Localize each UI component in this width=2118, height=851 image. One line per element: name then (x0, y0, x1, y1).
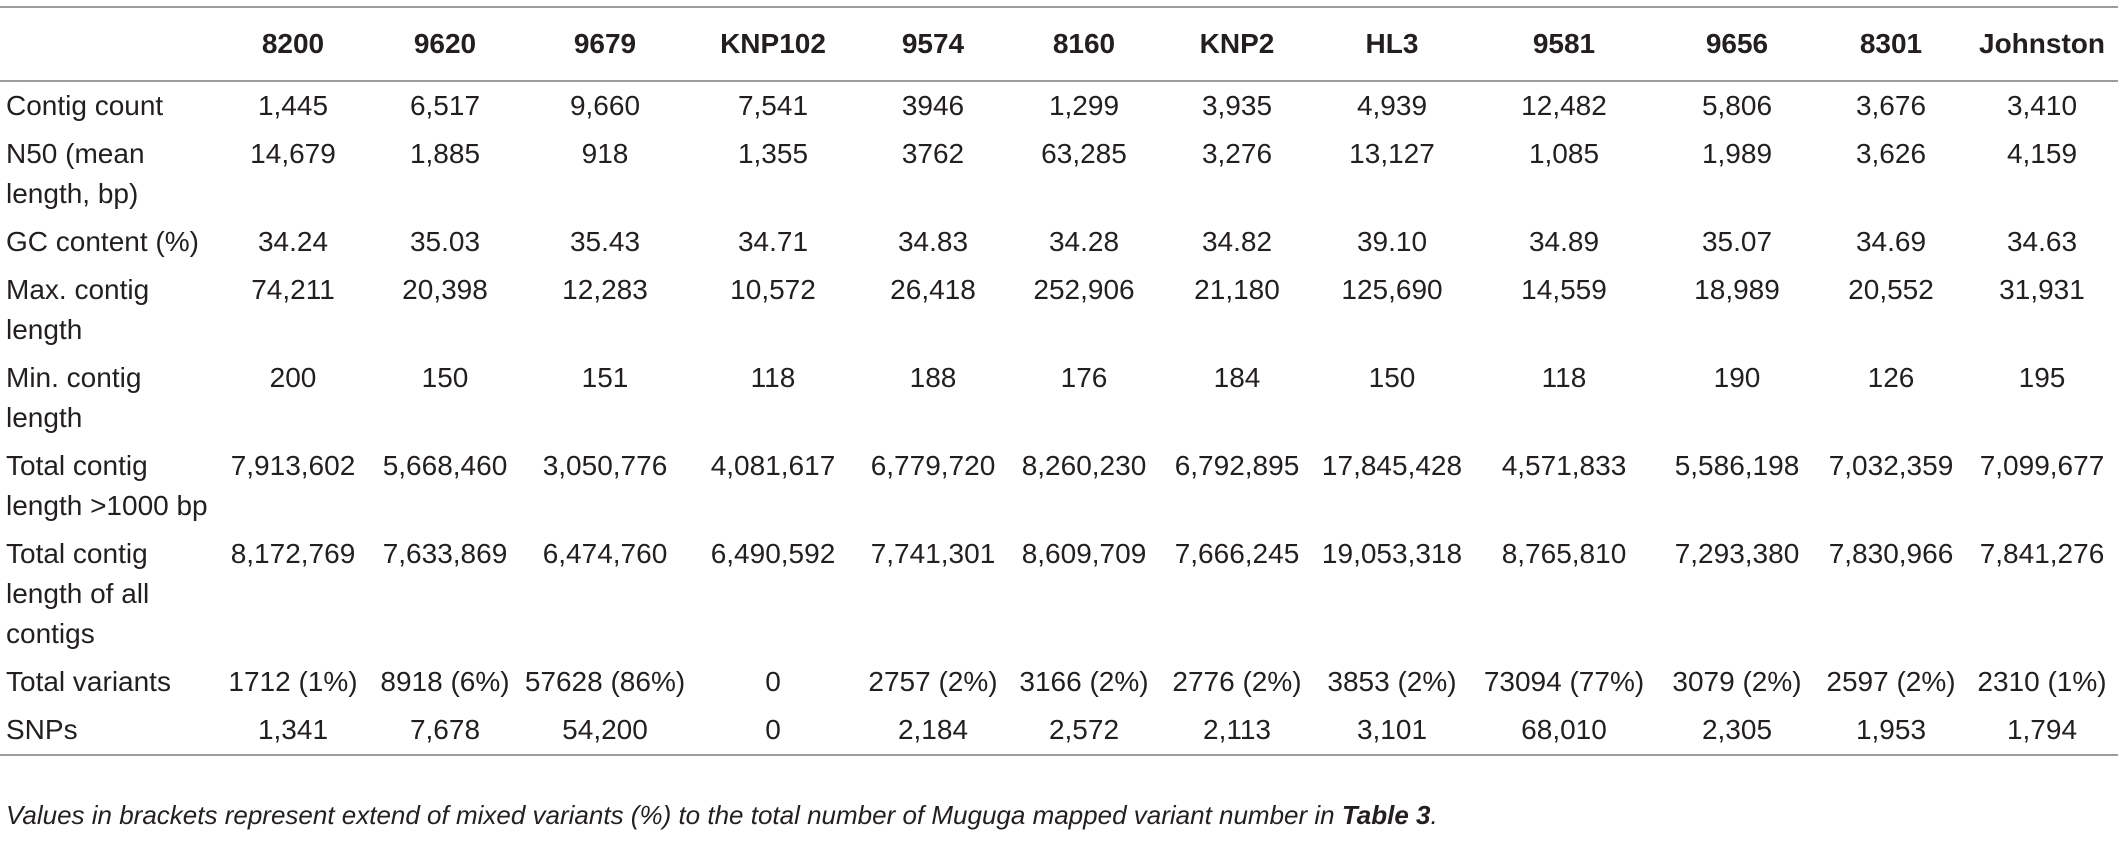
table-cell: 7,913,602 (230, 450, 356, 481)
table-cell: 20,398 (402, 274, 488, 305)
table-cell: 6,474,760 (542, 538, 668, 569)
table-cell: 35.07 (1701, 226, 1773, 257)
table-cell: 252,906 (1033, 274, 1135, 305)
header-cell: HL3 (1365, 28, 1419, 59)
table-cell: 4,081,617 (710, 450, 836, 481)
table-cell: 7,741,301 (870, 538, 996, 569)
table-row (0, 81, 2118, 130)
table-cell: 68,010 (1521, 714, 1607, 745)
genome-assembly-table (0, 6, 2118, 756)
table-cell: 9,660 (569, 90, 641, 121)
row-label: Total contig length >1000 bp (6, 450, 208, 521)
table-cell: 2,184 (897, 714, 969, 745)
table-cell: 6,779,720 (870, 450, 996, 481)
table-cell: 7,099,677 (1979, 450, 2105, 481)
table-footnote (6, 800, 1438, 831)
table-cell: 0 (765, 714, 781, 745)
table-cell: 8,765,810 (1501, 538, 1627, 569)
table-cell: 12,482 (1521, 90, 1607, 121)
table-cell: 118 (750, 362, 796, 393)
table-cell: 1,885 (409, 138, 481, 169)
table-cell: 3,935 (1201, 90, 1273, 121)
table-cell: 184 (1213, 362, 1261, 393)
header-cell: 9620 (413, 28, 477, 59)
table-cell: 2,305 (1701, 714, 1773, 745)
table-cell: 1,355 (737, 138, 809, 169)
header-cell: KNP102 (720, 28, 826, 59)
table-cell: 14,559 (1521, 274, 1607, 305)
table-cell: 2776 (2%) (1172, 666, 1302, 697)
table-cell: 34.24 (257, 226, 329, 257)
table-cell: 3,276 (1201, 138, 1273, 169)
table-cell: 14,679 (250, 138, 336, 169)
footnote-text: Values in brackets represent extend of mixed variants (%) to the total number of Muguga mapped variant number in (6, 800, 1342, 830)
table-row (0, 354, 2118, 442)
row-label: Total contig length of all contigs (6, 538, 150, 649)
table-cell: 2597 (2%) (1826, 666, 1956, 697)
table-cell: 918 (581, 138, 629, 169)
table-cell: 63,285 (1041, 138, 1127, 169)
row-label: Contig count (6, 90, 164, 121)
table-cell: 3,050,776 (542, 450, 668, 481)
table-cell: 34.69 (1855, 226, 1927, 257)
table-cell: 74,211 (251, 274, 335, 305)
table-cell: 118 (1541, 362, 1587, 393)
header-cell: 9581 (1532, 28, 1596, 59)
table-cell: 0 (765, 666, 781, 697)
table-cell: 150 (421, 362, 469, 393)
table-cell: 1,299 (1048, 90, 1120, 121)
table-cell: 6,490,592 (710, 538, 836, 569)
header-row (0, 7, 2118, 81)
table-cell: 1712 (1%) (228, 666, 358, 697)
table-cell: 1,341 (257, 714, 329, 745)
header-cell: 8200 (261, 28, 325, 59)
table-cell: 39.10 (1356, 226, 1428, 257)
row-label: GC content (%) (6, 226, 199, 257)
header-cell: KNP2 (1199, 28, 1275, 59)
table-cell: 4,571,833 (1501, 450, 1627, 481)
table-cell: 4,939 (1356, 90, 1428, 121)
table-cell: 35.43 (569, 226, 641, 257)
table-cell: 26,418 (890, 274, 976, 305)
table-cell: 6,517 (409, 90, 481, 121)
table-cell: 3,410 (2006, 90, 2078, 121)
table-cell: 8,260,230 (1021, 450, 1147, 481)
table-cell: 1,445 (257, 90, 329, 121)
table-cell: 3946 (901, 90, 965, 121)
table-row (0, 130, 2118, 218)
table-cell: 31,931 (1999, 274, 2085, 305)
header-cell: 9679 (573, 28, 637, 59)
table-cell: 5,586,198 (1674, 450, 1800, 481)
table-cell: 1,953 (1855, 714, 1927, 745)
table-cell: 8,609,709 (1021, 538, 1147, 569)
table-cell: 34.82 (1201, 226, 1273, 257)
table-cell: 34.89 (1528, 226, 1600, 257)
table-reference-link[interactable]: Table 3 (1341, 800, 1431, 830)
table-cell: 4,159 (2006, 138, 2078, 169)
table-cell: 6,792,895 (1174, 450, 1300, 481)
table-row (0, 530, 2118, 658)
table-row (0, 266, 2118, 354)
table-cell: 3,676 (1855, 90, 1927, 121)
table-cell: 190 (1713, 362, 1761, 393)
table-cell: 3,626 (1855, 138, 1927, 169)
table-cell: 3762 (901, 138, 965, 169)
table-cell: 34.63 (2006, 226, 2078, 257)
row-label: Max. contig length (6, 274, 150, 345)
header-cell: 9656 (1705, 28, 1769, 59)
table-cell: 57628 (86%) (524, 666, 686, 697)
table-cell: 7,666,245 (1174, 538, 1300, 569)
table-cell: 176 (1060, 362, 1108, 393)
table-cell: 73094 (77%) (1483, 666, 1645, 697)
table-row (0, 706, 2118, 755)
row-label: N50 (mean length, bp) (6, 138, 145, 209)
header-cell: 8301 (1859, 28, 1923, 59)
table-cell: 20,552 (1848, 274, 1934, 305)
table-cell: 2,572 (1048, 714, 1120, 745)
table-cell: 125,690 (1341, 274, 1443, 305)
table-cell: 34.28 (1048, 226, 1120, 257)
row-label: Total variants (6, 666, 171, 697)
header-cell: Johnston (1979, 28, 2105, 59)
row-label: Min. contig length (6, 362, 142, 433)
table-cell: 151 (581, 362, 629, 393)
table-row (0, 658, 2118, 706)
table-cell: 7,293,380 (1674, 538, 1800, 569)
table-cell: 2,113 (1203, 714, 1271, 745)
table-cell: 1,085 (1528, 138, 1600, 169)
table-row (0, 442, 2118, 530)
header-cell: 9574 (901, 28, 965, 59)
table-cell: 12,283 (562, 274, 648, 305)
table-cell: 54,200 (562, 714, 648, 745)
table-cell: 2757 (2%) (868, 666, 998, 697)
table-cell: 2310 (1%) (1977, 666, 2107, 697)
table-cell: 3166 (2%) (1019, 666, 1149, 697)
table-cell: 13,127 (1349, 138, 1435, 169)
table-cell: 195 (2018, 362, 2066, 393)
table-cell: 8,172,769 (230, 538, 356, 569)
table-cell: 10,572 (730, 274, 816, 305)
table-cell: 3079 (2%) (1672, 666, 1802, 697)
header-cell (0, 7, 218, 81)
table-cell: 150 (1368, 362, 1416, 393)
table-cell: 17,845,428 (1321, 450, 1463, 481)
table-cell: 7,032,359 (1828, 450, 1954, 481)
table-cell: 200 (269, 362, 317, 393)
table-cell: 188 (909, 362, 957, 393)
table-cell: 3853 (2%) (1327, 666, 1457, 697)
table-cell: 8918 (6%) (380, 666, 510, 697)
table-cell: 34.71 (737, 226, 809, 257)
table-cell: 3,101 (1356, 714, 1428, 745)
table-cell: 21,180 (1194, 274, 1280, 305)
table-cell: 7,841,276 (1979, 538, 2105, 569)
table-cell: 1,794 (2006, 714, 2078, 745)
table-cell: 7,541 (737, 90, 809, 121)
table-cell: 34.83 (897, 226, 969, 257)
row-label: SNPs (6, 714, 78, 745)
table-cell: 5,668,460 (382, 450, 508, 481)
table-cell: 5,806 (1701, 90, 1773, 121)
table-cell: 126 (1867, 362, 1915, 393)
table-cell: 35.03 (409, 226, 481, 257)
footnote-end: . (1430, 800, 1438, 830)
table-cell: 7,678 (409, 714, 481, 745)
table-cell: 7,830,966 (1828, 538, 1954, 569)
table-cell: 1,989 (1701, 138, 1773, 169)
header-cell: 8160 (1052, 28, 1116, 59)
table-cell: 18,989 (1694, 274, 1780, 305)
table-cell: 7,633,869 (382, 538, 508, 569)
table-cell: 19,053,318 (1321, 538, 1463, 569)
table-row (0, 218, 2118, 266)
